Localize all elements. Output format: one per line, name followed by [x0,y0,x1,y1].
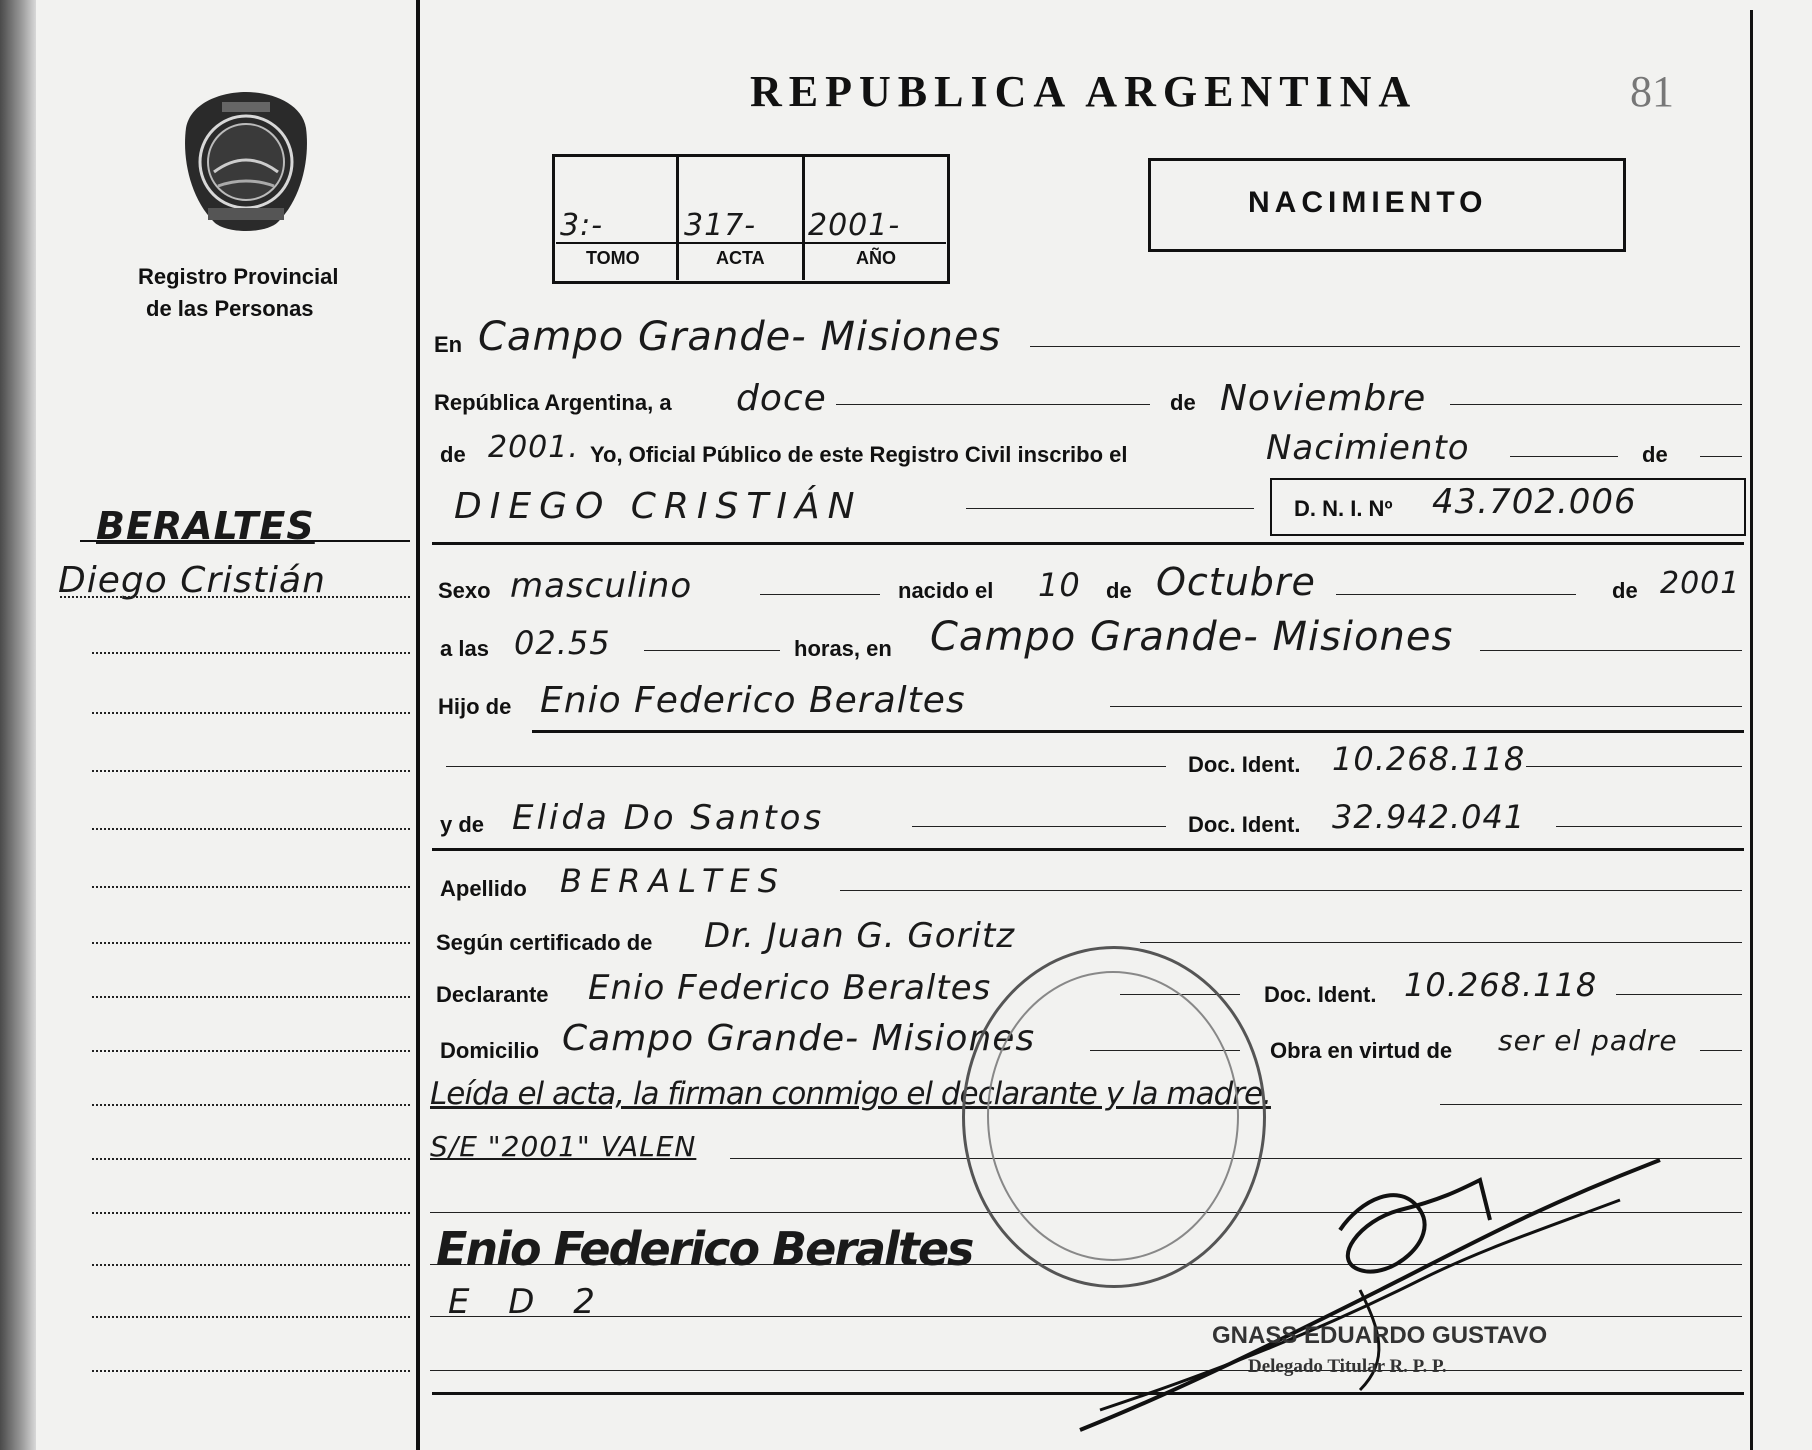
de-label: de [440,442,466,467]
country-title: REPUBLICA ARGENTINA [750,67,1418,116]
fill-line [966,508,1254,509]
fill-line [1616,994,1742,995]
apellido-label: Apellido [440,876,527,901]
obra-label: Obra en virtud de [1270,1038,1453,1063]
fill-line [760,594,880,595]
acta-value: 317- [684,208,757,243]
doc-ident-label: Doc. Ident. [1264,982,1377,1007]
record-box-divider [802,156,805,280]
margin-dotted-line [92,712,410,714]
dni-value: 43.702.006 [1432,482,1637,522]
declarante-name: Enio Federico Beraltes [588,968,992,1008]
tomo-label: TOMO [586,248,640,268]
a-las-label: a las [440,636,489,661]
margin-divider-line [416,0,420,1450]
birth-place: Campo Grande- Misiones [930,614,1454,660]
ano-label: AÑO [856,248,896,268]
fill-line [1700,456,1742,457]
birth-month: Octubre [1156,560,1316,604]
sexo-value: masculino [510,566,693,606]
section-rule [432,848,1744,851]
doc-ident-label: Doc. Ident. [1188,812,1301,837]
event-type: Nacimiento [1266,428,1470,468]
margin-dotted-line [92,652,410,654]
margin-dotted-line [92,1104,410,1106]
margin-dotted-line [92,996,410,998]
margin-dotted-line [92,1050,410,1052]
fill-line [836,404,1150,405]
margin-dotted-line [92,1316,410,1318]
registry-name-line2: de las Personas [146,296,314,321]
reading-note: Leída el acta, la firman conmigo el declarante y la madre. [430,1076,1271,1112]
fill-line [1526,766,1742,767]
fill-line [1556,826,1742,827]
en-label: En [434,332,463,357]
section-rule [532,730,1744,733]
book-binding-edge [0,0,36,1450]
hijo-label: Hijo de [438,694,512,719]
registration-day: doce [736,378,827,419]
margin-dotted-line [92,1264,410,1266]
de-label: de [1642,442,1668,467]
fill-line [1336,594,1576,595]
de-label: de [1106,578,1132,603]
right-border-line [1750,10,1753,1450]
father-doc-number: 10.268.118 [1332,740,1526,778]
section-rule [432,542,1744,545]
dni-label: D. N. I. Nº [1294,496,1393,521]
birth-time: 02.55 [514,624,611,662]
margin-given-names: Diego Cristián [58,560,326,601]
fill-line [1110,706,1742,707]
amendment-note: S/E "2001" VALEN [430,1130,697,1163]
margin-dotted-line [92,1158,410,1160]
mother-doc-number: 32.942.041 [1332,798,1526,836]
domicilio-value: Campo Grande- Misiones [562,1018,1036,1059]
father-signature: Enio Federico Beraltes [436,1222,973,1276]
obra-value: ser el padre [1498,1024,1678,1057]
republica-label: República Argentina, a [434,390,672,415]
y-de-label: y de [440,812,485,837]
fill-line [1030,346,1740,347]
fill-line [912,826,1166,827]
fill-line [644,650,780,651]
fill-line [1450,404,1742,405]
registry-emblem-icon [178,88,314,236]
father-name: Enio Federico Beraltes [540,680,966,721]
official-name: GNASS EDUARDO GUSTAVO [1212,1322,1548,1349]
official-signature-scribble [1060,1140,1700,1440]
record-box-divider [676,156,679,280]
registration-year: 2001. [488,430,579,465]
fill-line [1700,1050,1742,1051]
de-label: de [1170,390,1196,415]
horas-label: horas, en [794,636,892,661]
record-type-label: NACIMIENTO [1248,186,1488,219]
fill-line [840,890,1742,891]
registration-month: Noviembre [1220,378,1427,419]
registration-place: Campo Grande- Misiones [478,314,1002,360]
certifying-doctor: Dr. Juan G. Goritz [704,916,1016,956]
margin-dotted-line [92,1370,410,1372]
official-title: Delegado Titular R. P. P. [1248,1356,1447,1377]
mother-name: Elida Do Santos [512,798,825,838]
margin-surname-rule [80,540,410,542]
doc-ident-label: Doc. Ident. [1188,752,1301,777]
margin-dotted-line [92,886,410,888]
margin-dotted-line [92,1212,410,1214]
fill-line [1140,942,1742,943]
mother-signature: E D 2 [448,1282,609,1322]
sexo-label: Sexo [438,578,491,603]
tomo-value: 3:- [560,208,604,243]
segun-label: Según certificado de [436,930,653,955]
registry-name-line1: Registro Provincial [138,264,339,289]
de-label: de [1612,578,1638,603]
official-statement: Yo, Oficial Público de este Registro Civil inscribo el [590,442,1128,467]
margin-names-rule [60,596,410,598]
birth-day: 10 [1038,566,1081,604]
margin-dotted-line [92,942,410,944]
ano-value: 2001- [808,208,901,243]
domicilio-label: Domicilio [440,1038,540,1063]
birth-year: 2001 [1660,566,1741,601]
declarante-doc-number: 10.268.118 [1404,966,1598,1004]
apellido-value: BERALTES [560,862,787,900]
registered-full-name: DIEGO CRISTIÁN [454,486,863,527]
nacido-label: nacido el [898,578,994,603]
page-number: 81 [1630,67,1674,116]
fill-line [1480,650,1742,651]
margin-dotted-line [92,828,410,830]
acta-label: ACTA [716,248,765,268]
fill-line [446,766,1166,767]
margin-surname: BERALTES [96,504,315,548]
margin-dotted-line [92,770,410,772]
fill-line [1510,456,1618,457]
fill-line [1440,1104,1742,1105]
declarante-label: Declarante [436,982,549,1007]
